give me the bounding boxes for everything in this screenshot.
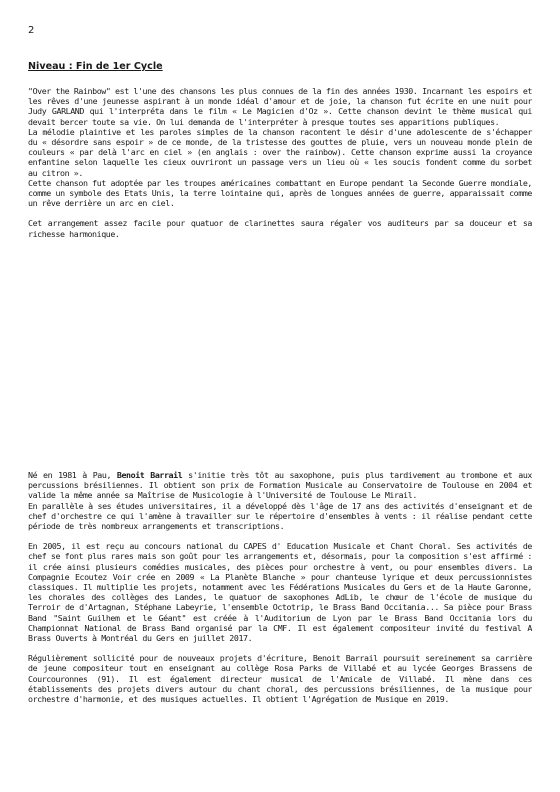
level-heading: Niveau : Fin de 1er Cycle: [28, 61, 163, 72]
bio-p1-before: Né en 1981 à Pau,: [28, 470, 117, 480]
biography-text: [28, 470, 532, 704]
page-number: 2: [28, 25, 35, 36]
intro-paragraph-1: "Over the Rainbow" est l'une des chansons les plus connues de la fin des années 1930. Incarnant les espoirs et les rêves d'une jeunesse aspirant à un monde idéal d'amour et de joie, la chanson fut écrite en une nuit pour Judy GARLAND qui l'interpréta dans le film « Le Magicien d'Oz ». Cette chanson devint le thème musical qui devait bercer toute sa vie. On lui demanda de l'interpréter à presque toutes ses apparitions publiques.: [28, 86, 532, 127]
bio-paragraph-1: [28, 470, 532, 501]
bio-paragraph-2: En parallèle à ses études universitaires, il a développé dès l'âge de 17 ans des activités d'enseignant et de chef d'orchestre ce qui l'amène à travailler sur le répertoire d'ensembles à vents : il réalise pendant cette période de très nombreux arrangements et transcriptions.: [28, 500, 532, 532]
intro-paragraph-2: La mélodie plaintive et les paroles simples de la chanson racontent le désir d'une adolescente de s'échapper du « désordre sans espoir » de ce monde, de la tristesse des gouttes de pluie, vers un nouveau monde plein de couleurs « par delà l'arc en ciel » (en anglais : over the rainbow). Cette chanson exprime aussi la croyance enfantine selon laquelle les cieux ouvriront un passage vers un lieu où « les soucis fondent comme du sorbet au citron ».: [28, 126, 532, 178]
bio-paragraph-4: Régulièrement sollicité pour de nouveaux projets d'écriture, Benoit Barrail poursuit sereinement sa carrière de jeune compositeur tout en enseignant au collège Rosa Parks de Villabé et au lycée Georges Brassens de Courcouronnes (91). Il est également directeur musical de l'Amicale de Villabé. Il mène dans ces établissements des projets divers autour du chant choral, des percussions brésiliennes, de la musique pour orchestre d'harmonie, et des musiques actuelles. Il obtient l'Agrégation de Musique en 2019.: [28, 653, 532, 705]
intro-paragraph-3: Cette chanson fut adoptée par les troupes américaines combattant en Europe pendant la Seconde Guerre mondiale, comme un symbole des Etats Unis, la terre lointaine qui, après de longues années de guerre, apparaissait comme un rêve derrière un arc en ciel.: [28, 177, 532, 209]
bio-paragraph-3: En 2005, il est reçu au concours national du CAPES d' Education Musicale et Chant Choral. Ses activités de chef se font plus rares mais son goût pour les arrangements et, désormais, pour la composition s'est affirmé : il crée ainsi plusieurs comédies musicales, des pièces pour orchestre à vent, ou pour ensembles divers. La Compagnie Ecoutez Voir crée en 2009 « La Planète Blanche » pour chanteuse lyrique et deux percussionnistes classiques. Il multiplie les projets, notamment avec les Fédérations Musicales du Gers et de la Haute Garonne, les chorales des collèges des Landes, le quatuor de saxophones AdLib, le chœur de l'école de musique du Terroir de d'Artagnan, Stéphane Labeyrie, l'ensemble Octotrip, le Brass Band Occitania... Sa pièce pour Brass Band "Saint Guilhem et le Géant" est créée à l'Auditorium de Lyon par le Brass Band Occitania lors du Championnat National de Brass Band organisé par la CMF. Il est également compositeur invité du festival A Brass Ouverts à Montréal du Gers en juillet 2017.: [28, 541, 532, 644]
bio-p1-after: s'initie très tôt au saxophone, puis plus tardivement au trombone et aux percussions brésiliennes. Il obtient son prix de Formation Musicale au Conservatoire de Toulouse en 2004 et valide la même année sa Maîtrise de Musicologie à l'Université de Toulouse Le Mirail.: [28, 470, 532, 501]
intro-paragraph-4: Cet arrangement assez facile pour quatuor de clarinettes saura régaler vos auditeurs par sa douceur et sa richesse harmonique.: [28, 218, 532, 239]
composer-name: Benoit Barrail: [116, 470, 183, 480]
intro-text: [28, 86, 532, 239]
